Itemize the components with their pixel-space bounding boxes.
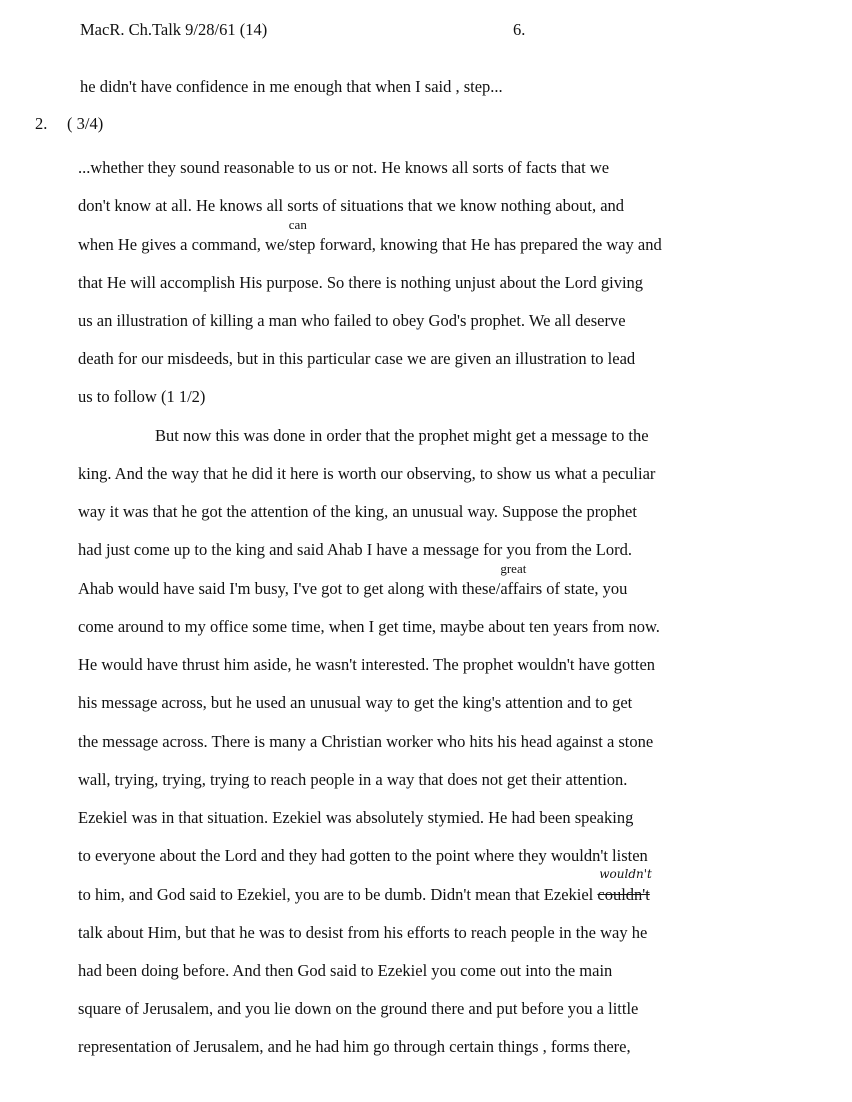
inserted-word: great	[500, 561, 527, 576]
text-line: the message across. There is many a Christian worker who hits his head against a stone	[78, 732, 654, 751]
text-segment: step forward, knowing that He has prepared the way and	[288, 235, 662, 254]
inserted-word: can	[288, 217, 307, 232]
handwritten-correction: wouldn't	[599, 867, 652, 881]
intro-line: he didn't have confidence in me enough that when I said , step...	[80, 77, 503, 96]
text-line: had just come up to the king and said Ahab I have a message for you from the Lord.	[78, 540, 632, 559]
text-line: us an illustration of killing a man who failed to obey God's prophet. We all deserve	[78, 311, 626, 330]
text-line: talk about Him, but that he was to desist from his efforts to reach people in the way he	[78, 923, 648, 942]
text-segment: to him, and God said to Ezekiel, you are to be dumb. Didn't mean that Ezekiel	[78, 885, 598, 904]
text-line: his message across, but he used an unusual way to get the king's attention and to get	[78, 693, 633, 712]
text-line: to everyone about the Lord and they had gotten to the point where they wouldn't listen	[78, 846, 648, 865]
text-line: representation of Jerusalem, and he had him go through certain things , forms there,	[78, 1037, 631, 1056]
section-marker: ( 3/4)	[67, 114, 104, 133]
text-line: wall, trying, trying, trying to reach people in a way that does not get their attention.	[78, 770, 628, 789]
text-line: don't know at all. He knows all sorts of situations that we know nothing about, and	[78, 196, 625, 215]
text-line: way it was that he got the attention of the king, an unusual way. Suppose the prophet	[78, 502, 637, 521]
text-line: death for our misdeeds, but in this particular case we are given an illustration to lead	[78, 349, 636, 368]
document-header: MacR. Ch.Talk 9/28/61 (14)	[80, 20, 268, 39]
text-line: king. And the way that he did it here is worth our observing, to show us what a peculiar	[78, 464, 656, 483]
page-number: 6.	[513, 20, 526, 39]
text-line	[78, 561, 628, 599]
text-line: But now this was done in order that the prophet might get a message to the	[155, 426, 649, 445]
text-segment: when He gives a command, we/	[78, 235, 289, 254]
text-segment: Ahab would have said I'm busy, I've got to get along with these/	[78, 579, 501, 598]
text-segment: affairs of state, you	[500, 579, 628, 598]
text-line	[78, 867, 652, 905]
section-number: 2.	[35, 114, 48, 133]
text-line: had been doing before. And then God said to Ezekiel you come out into the main	[78, 961, 613, 980]
text-line: us to follow (1 1/2)	[78, 387, 206, 406]
struck-word: couldn't	[597, 885, 650, 904]
text-line: He would have thrust him aside, he wasn't interested. The prophet wouldn't have gotten	[78, 655, 656, 674]
text-line: Ezekiel was in that situation. Ezekiel was absolutely stymied. He had been speaking	[78, 808, 634, 827]
text-line: come around to my office some time, when I get time, maybe about ten years from now.	[78, 617, 660, 636]
text-line: that He will accomplish His purpose. So there is nothing unjust about the Lord giving	[78, 273, 644, 292]
text-line	[78, 217, 662, 255]
text-line: square of Jerusalem, and you lie down on the ground there and put before you a little	[78, 999, 639, 1018]
text-line: ...whether they sound reasonable to us or not. He knows all sorts of facts that we	[78, 158, 610, 177]
